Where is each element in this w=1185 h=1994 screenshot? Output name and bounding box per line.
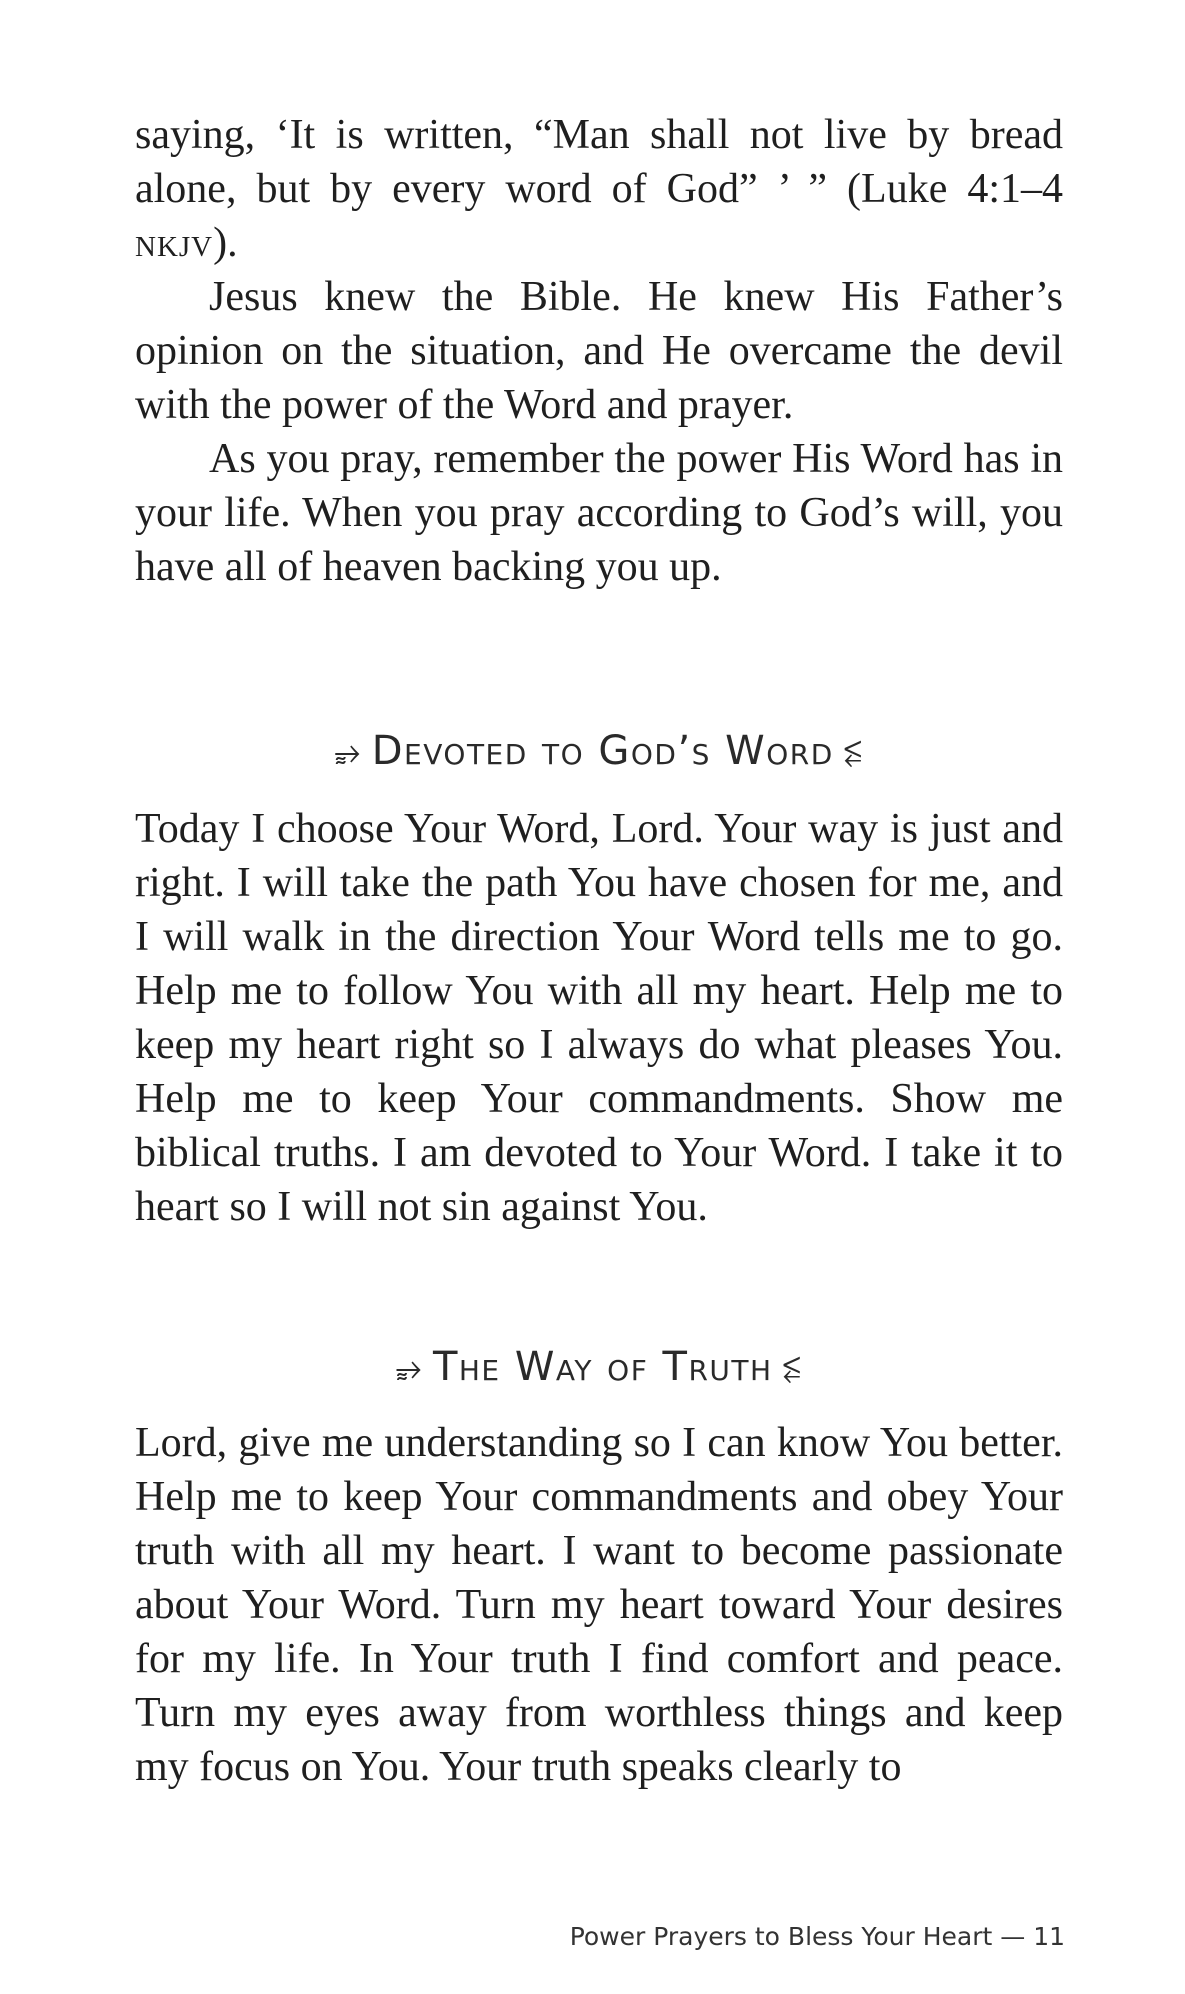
intro-paragraph-2: Jesus knew the Bible. He knew His Father’s opinion on the situation, and He overcame the devil with the power of the Word and prayer. — [135, 274, 1063, 428]
prayer-body: Today I choose Your Word, Lord. Your way is just and right. I will take the path You have chosen for me, and I will walk in the direction Your Word tells me to go. Help me to follow You with all my heart. Help me to keep my heart right so I always do what pleases You. Help me to keep Your commandments. Show me biblical truths. I am devoted to Your Word. I take it to heart so I will not sin against You. — [135, 806, 1063, 1230]
prayer-devoted — [135, 802, 1063, 1234]
section-heading-devoted — [135, 728, 1063, 774]
prayer-body: Lord, give me understanding so I can know You better. Help me to keep Your commandments and obey Your truth with all my heart. I want to become passionate about Your Word. Turn my heart toward Your desires for my life. In Your truth I find comfort and peace. Turn my eyes away from worthless things and keep my focus on You. Your truth speaks clearly to — [135, 1420, 1063, 1790]
section-heading-truth — [135, 1344, 1063, 1390]
section-title: The Way of Truth — [432, 1344, 773, 1390]
section-title: Devoted to God’s Word — [371, 728, 834, 774]
intro-paragraph-3: As you pray, remember the power His Word has in your life. When you pray according to God’s will, you have all of heaven backing you up. — [135, 436, 1063, 590]
prayer-truth — [135, 1416, 1063, 1794]
right-ornament-icon: ⥶ — [782, 1348, 803, 1386]
intro-text — [135, 108, 1063, 594]
left-ornament-icon: ⥵ — [334, 732, 362, 770]
left-ornament-icon: ⥵ — [395, 1348, 423, 1386]
running-footer: Power Prayers to Bless Your Heart — 11 — [569, 1922, 1065, 1951]
bible-version: nkjv — [135, 220, 214, 266]
right-ornament-icon: ⥶ — [843, 732, 864, 770]
intro-paragraph-1: saying, ‘It is written, “Man shall not live by bread alone, but by every word of God” ’ ” (Luke 4:1–4 nkjv). — [135, 112, 1063, 266]
